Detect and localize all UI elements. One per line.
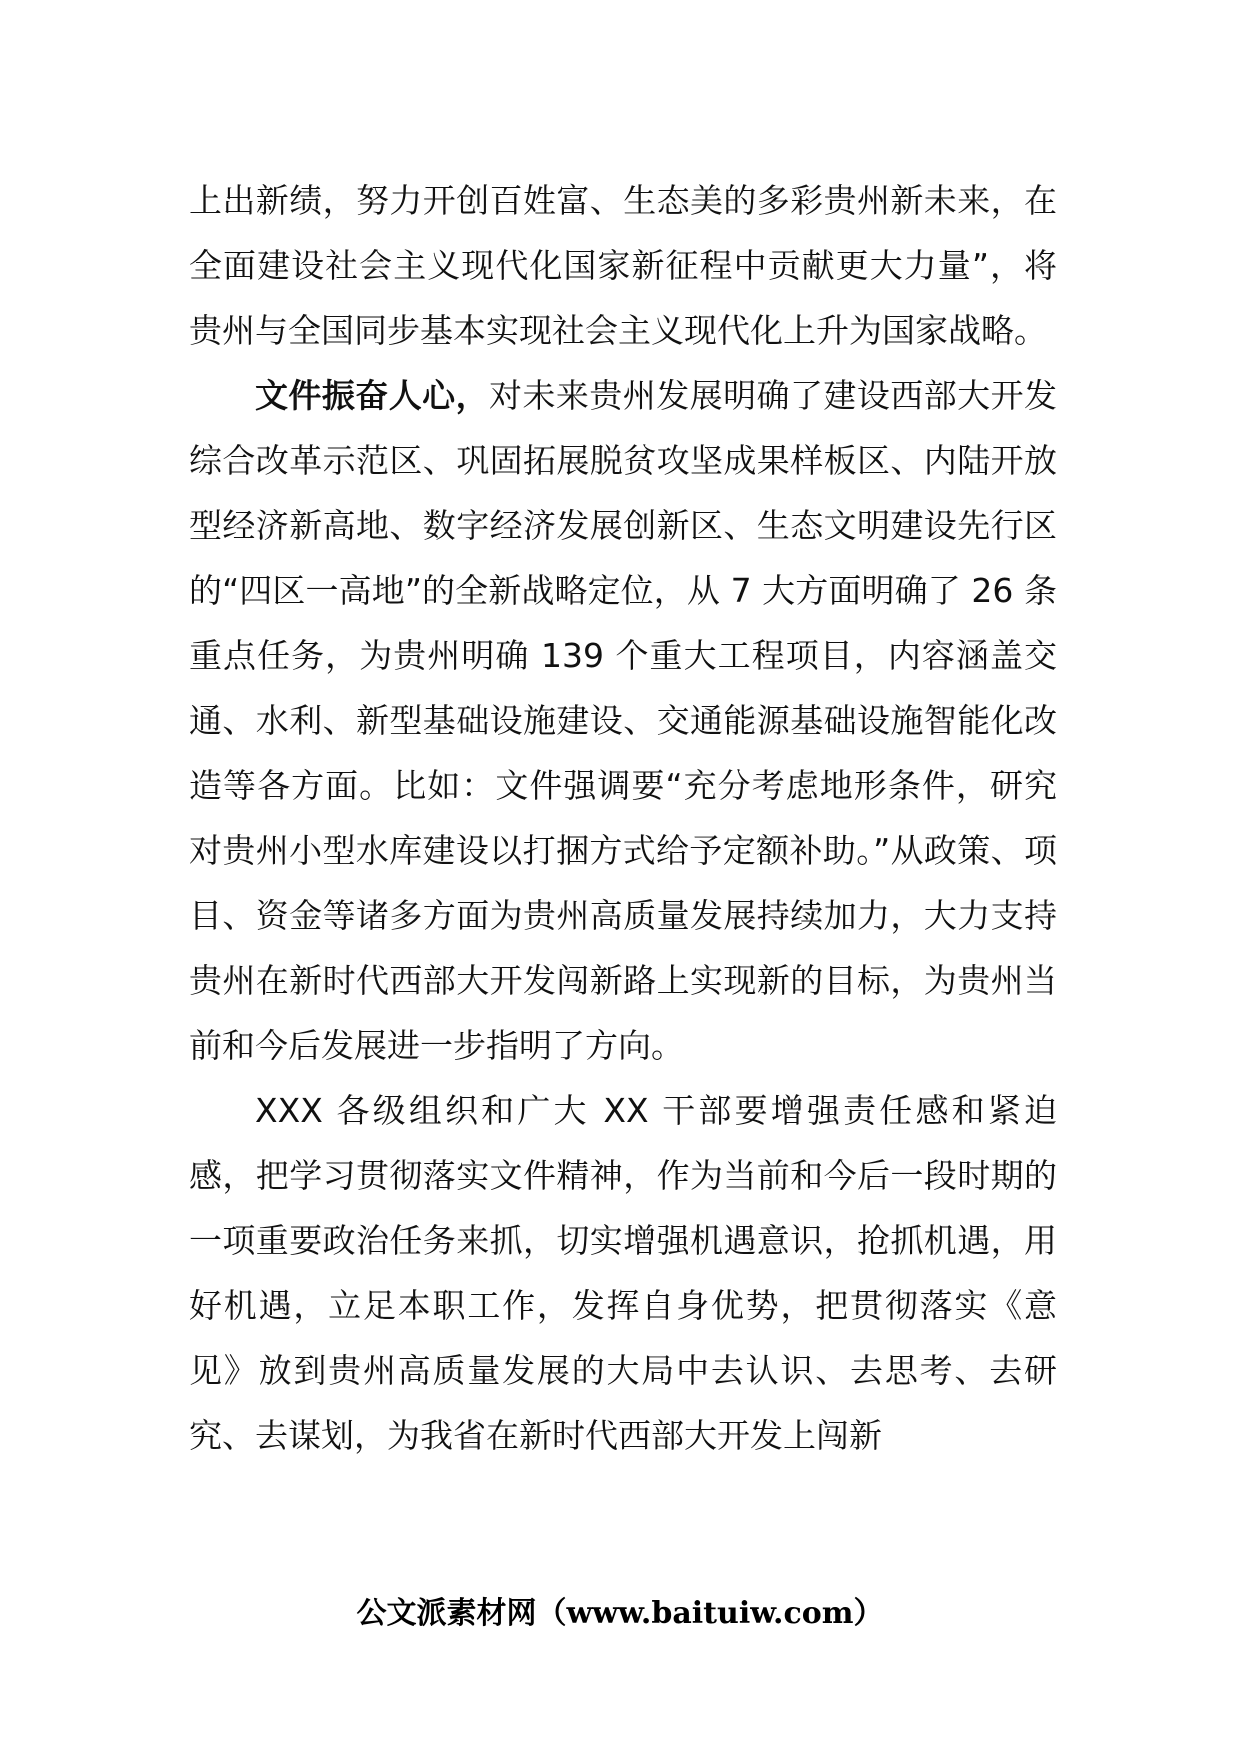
body-text [189,168,1057,1468]
paragraph-continuation [189,168,1057,363]
paragraph-lead: 文件振奋人心， [255,376,490,415]
footer-watermark: 公文派素材网（www.baituiw.com） [356,1596,884,1631]
paragraph-text: 对未来贵州发展明确了建设西部大开发综合改革示范区、巩固拓展脱贫攻坚成果样板区、内陆开放型经济新高地、数字经济发展创新区、生态文明建设先行区的“四区一高地”的全新战略定位，从 7 大方面明确了 26 条重点任务，为贵州明确 139 个重大工程项目，内容涵盖交通、水利、新型基础设施建设、交通能源基础设施智能化改造等各方面。比如：文件强调要“充分考虑地形条件，研究对贵州小型水库建设以打捆方式给予定额补助。”从政策、项目、资金等诸多方面为贵州高质量发展持续加力，大力支持贵州在新时代西部大开发闯新路上实现新的目标，为贵州当前和今后发展进一步指明了方向。 [189,376,1058,1065]
paragraph-text: 上出新绩，努力开创百姓富、生态美的多彩贵州新未来，在全面建设社会主义现代化国家新征程中贡献更大力量”，将贵州与全国同步基本实现社会主义现代化上升为国家战略。 [189,181,1057,350]
paragraph-cadres-responsibility [189,1078,1057,1468]
paragraph-text: XXX 各级组织和广大 XX 干部要增强责任感和紧迫感，把学习贯彻落实文件精神，作为当前和今后一段时期的一项重要政治任务来抓，切实增强机遇意识，抢抓机遇，用好机遇，立足本职工作，发挥自身优势，把贯彻落实《意见》放到贵州高质量发展的大局中去认识、去思考、去研究、去谋划，为我省在新时代西部大开发上闯新 [189,1091,1057,1455]
paragraph-document-inspiring [189,363,1057,1078]
